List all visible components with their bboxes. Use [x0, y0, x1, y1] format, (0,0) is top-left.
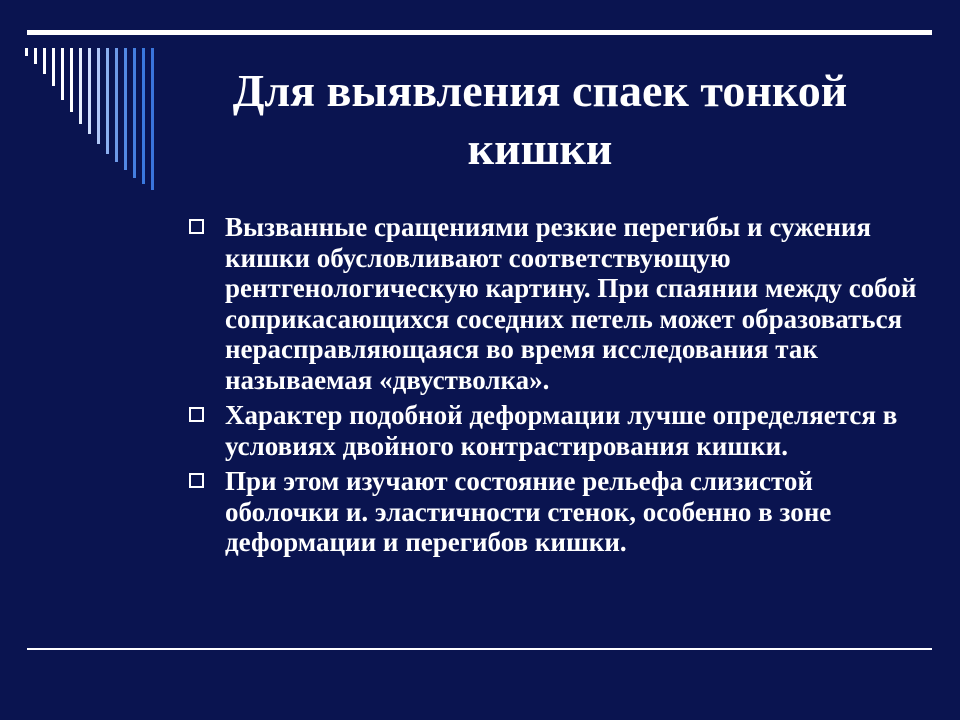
stripe: [142, 48, 145, 184]
bullet-item: [188, 400, 918, 461]
stripe: [61, 48, 64, 100]
bullet-text: При этом изучают состояние рельефа слизистой оболочки и. эластичности стенок, особенно в зоне деформации и перегибов кишки.: [225, 466, 832, 557]
stripe: [106, 48, 109, 154]
stripe: [43, 48, 46, 74]
hollow-square-icon: [189, 473, 204, 488]
stripe: [52, 48, 55, 86]
bullet-text: Характер подобной деформации лучше определяется в условиях двойного контрастирования кишки.: [225, 400, 898, 461]
bullet-item: [188, 212, 918, 395]
stripe: [79, 48, 82, 124]
stripe: [124, 48, 127, 170]
hollow-square-icon: [189, 407, 204, 422]
stripe: [88, 48, 91, 134]
stripe: [115, 48, 118, 162]
stripe: [70, 48, 73, 112]
bottom-divider: [27, 648, 932, 650]
stripe: [25, 48, 28, 56]
bullet-list: [188, 212, 918, 563]
stripe: [151, 48, 154, 190]
bullet-text: Вызванные сращениями резкие перегибы и сужения кишки обусловливают соответствующую рентгенологическую картину. При спаянии между собой соприкасающихся соседних петель может образоваться нерасправляющаяся во время исследования так называемая «двустволка».: [225, 212, 917, 395]
bullet-item: [188, 466, 918, 558]
stripe: [133, 48, 136, 178]
stripe: [97, 48, 100, 144]
hollow-square-icon: [189, 219, 204, 234]
slide-title: Для выявления спаек тонкой кишки: [232, 65, 848, 174]
stripe: [34, 48, 37, 64]
